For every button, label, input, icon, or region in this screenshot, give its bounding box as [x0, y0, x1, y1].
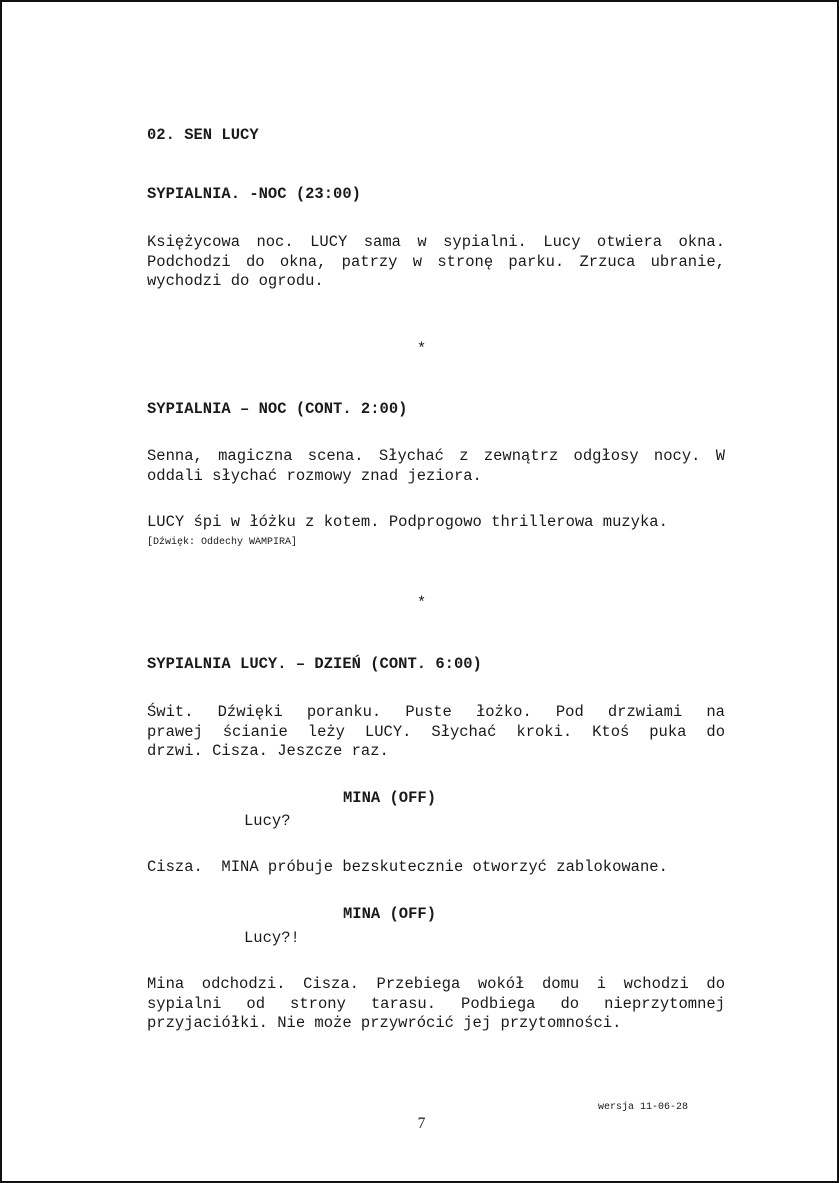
character-name: MINA (OFF) [343, 789, 437, 807]
action-block-1 [147, 233, 725, 292]
action-line: Senna, magiczna scena. Słychać z zewnątrz odgłosy nocy. W [147, 447, 725, 465]
slug-line-1: SYPIALNIA. -NOC (23:00) [147, 185, 361, 203]
scene-heading: 02. SEN LUCY [147, 126, 259, 144]
scene-separator: * [416, 594, 427, 612]
action-line: drzwi. Cisza. Jeszcze raz. [147, 742, 389, 760]
sound-note: [Dźwięk: Oddechy WAMPIRA] [147, 537, 298, 548]
action-line: przyjaciółki. Nie może przywrócić jej przytomności. [147, 1014, 622, 1032]
version-label: wersja 11-06-28 [598, 1102, 689, 1113]
scene-separator: * [416, 340, 427, 358]
dialogue-line: Lucy? [244, 812, 291, 830]
action-line: Mina odchodzi. Cisza. Przebiega wokół domu i wchodzi do [147, 975, 725, 993]
slug-line-3: SYPIALNIA LUCY. – DZIEŃ (CONT. 6:00) [147, 655, 482, 673]
action-block-4 [147, 975, 725, 1034]
action-line: oddali słychać rozmowy znad jeziora. [147, 466, 482, 485]
slug-line-2: SYPIALNIA – NOC (CONT. 2:00) [147, 400, 408, 418]
action-block-2 [147, 447, 725, 486]
action-line: wychodzi do ogrodu. [147, 272, 324, 290]
dialogue-line: Lucy?! [244, 929, 300, 947]
action-line: prawej ścianie leży LUCY. Słychać kroki. Ktoś puka do [147, 722, 725, 741]
action-line: Cisza. MINA próbuje bezskutecznie otworzyć zablokowane. [147, 858, 668, 876]
action-block-3 [147, 703, 725, 762]
page-number: 7 [417, 1115, 426, 1132]
action-line: LUCY śpi w łóżku z kotem. Podprogowo thrillerowa muzyka. [147, 513, 668, 531]
action-line: Podchodzi do okna, patrzy w stronę parku. Zrzuca ubranie, [147, 252, 725, 271]
action-line: sypialni od strony tarasu. Podbiega do nieprzytomnej [147, 994, 725, 1013]
action-line: Świt. Dźwięki poranku. Puste łożko. Pod drzwiami na [147, 703, 725, 721]
action-line: Księżycowa noc. LUCY sama w sypialni. Lucy otwiera okna. [147, 233, 725, 251]
character-name: MINA (OFF) [343, 905, 437, 923]
